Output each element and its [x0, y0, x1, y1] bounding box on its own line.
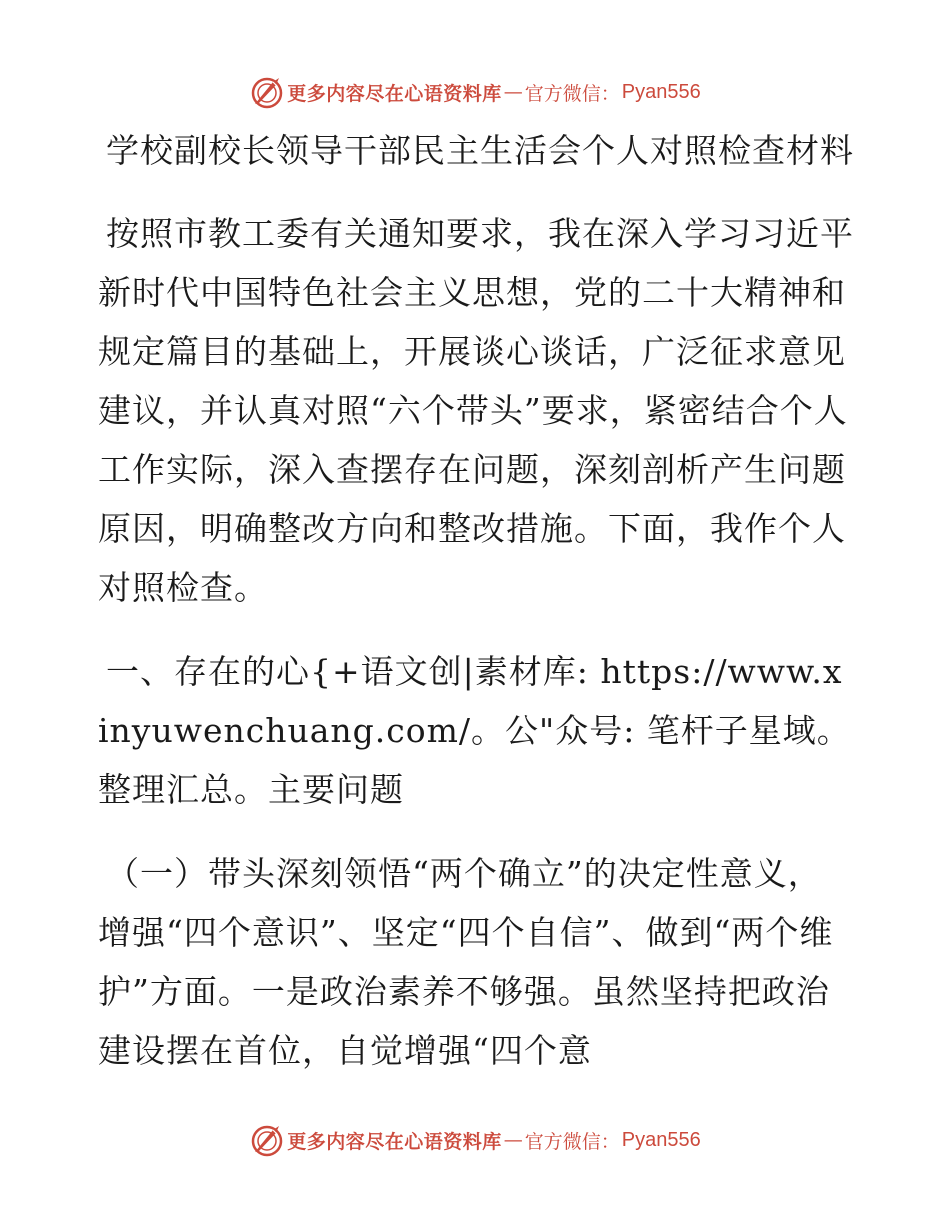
watermark-sub-text: 官方微信： — [524, 82, 620, 105]
watermark-main-text: 更多内容尽在心语资料库 — [287, 1130, 502, 1153]
watermark-dash: — — [503, 81, 523, 103]
document-body — [98, 121, 854, 1080]
watermark-main-text: 更多内容尽在心语资料库 — [287, 82, 502, 105]
watermark-account: Pyan556 — [621, 80, 701, 103]
quill-pen-logo-icon — [249, 74, 285, 110]
watermark-sub-text: 官方微信： — [524, 1130, 620, 1153]
watermark-account: Pyan556 — [621, 1128, 701, 1151]
section-heading: 一、存在的心{+语文创|素材库: https://www.xinyuwenchuang.com/。公"众号: 笔杆子星域。整理汇总。主要问题 — [98, 652, 851, 809]
subsection-paragraph: （一）带头深刻领悟“两个确立”的决定性意义，增强“四个意识”、坚定“四个自信”、做到“两个维护”方面。一是政治素养不够强。虽然坚持把政治建设摆在首位，自觉增强“四个意 — [98, 854, 834, 1070]
document-title: 学校副校长领导干部民主生活会个人对照检查材料 — [106, 131, 854, 170]
watermark-footer — [0, 1120, 950, 1160]
watermark-header — [0, 72, 950, 112]
quill-pen-logo-icon — [249, 1122, 285, 1158]
intro-paragraph: 按照市教工委有关通知要求，我在深入学习习近平新时代中国特色社会主义思想，党的二十大精神和规定篇目的基础上，开展谈心谈话，广泛征求意见建议，并认真对照“六个带头”要求，紧密结合个人工作实际，深入查摆存在问题，深刻剖析产生问题原因，明确整改方向和整改措施。下面，我作个人对照检查。 — [98, 214, 854, 607]
watermark-dash: — — [503, 1129, 523, 1151]
